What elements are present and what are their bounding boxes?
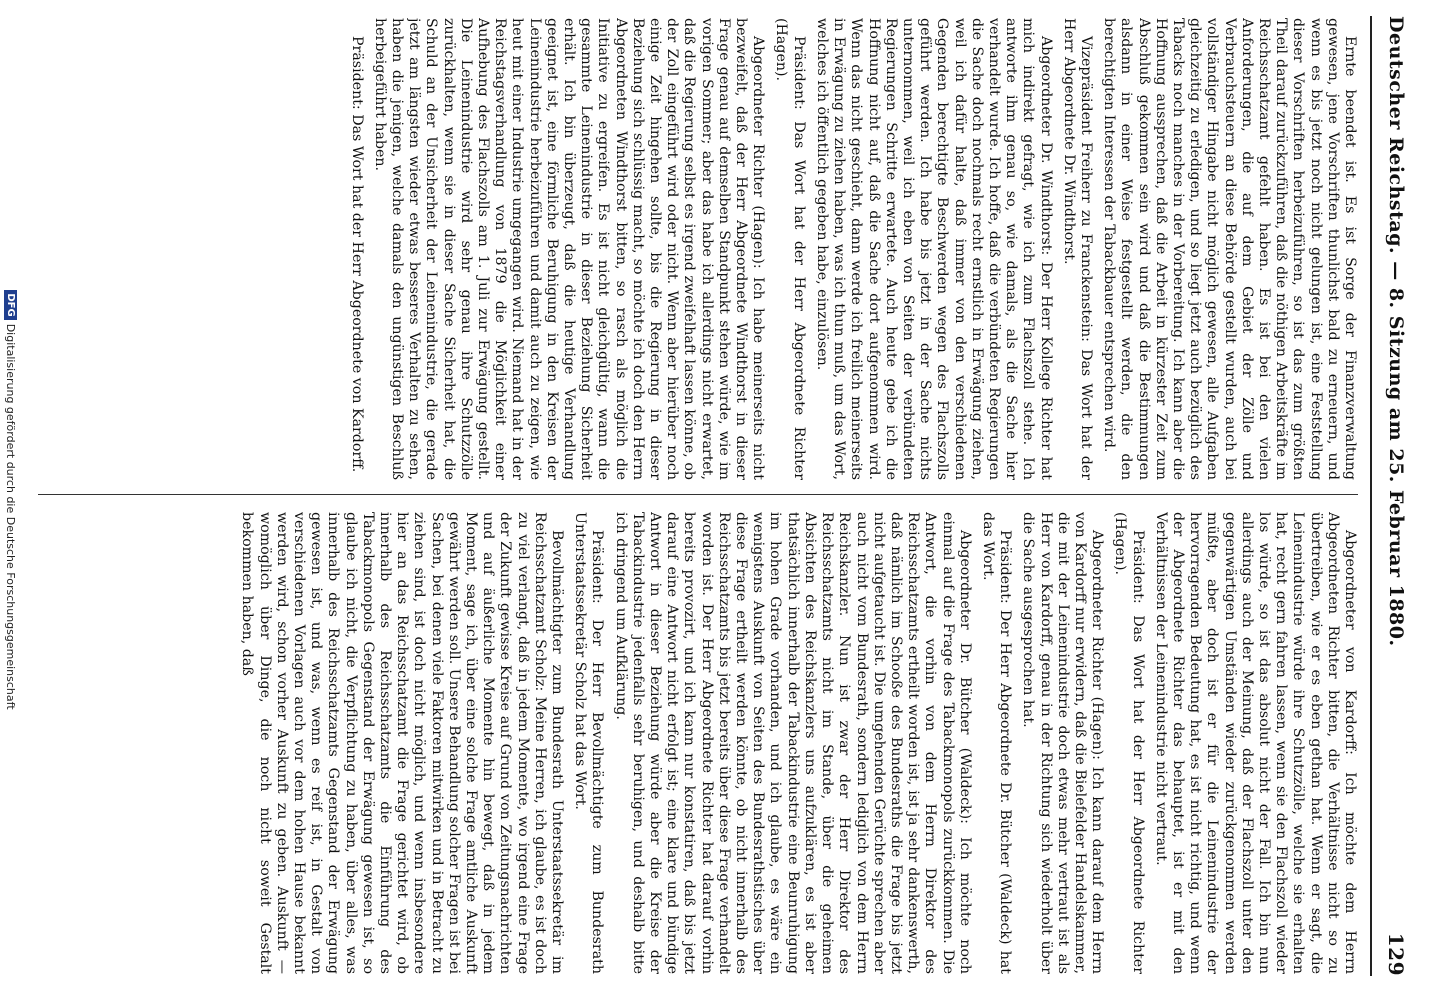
header-rule xyxy=(1370,16,1372,976)
page-number: 129 xyxy=(1384,932,1408,976)
running-head xyxy=(1378,16,1414,976)
paragraph: Präsident: Das Wort hat der Herr Abgeordnete von Kardorff. xyxy=(348,36,365,473)
paragraph: Präsident: Das Wort hat der Herr Abgeordnete Richter (Hagen). xyxy=(1112,512,1146,974)
right-column xyxy=(38,512,1358,974)
digitization-note-text: Digitalisierung gefördert durch die Deutsche Forschungsgemeinschaft xyxy=(4,323,18,710)
digitization-note xyxy=(4,0,18,1000)
paragraph: Ernte beendet ist. Es ist Sorge der Finanzverwaltung gewesen, jene Vorschriften thunlichst bald zu erneuern, und wenn es bis jetzt noch nicht gelungen ist, eine Feststellung dieser Vorschriften herbeizuführen, so ist das zum größten Theil darauf zurückzuführen, daß die nöthigen Arbeitskräfte im Reichsschatzamt gefehlt haben. Es ist bei den vielen Anforderungen, die auf dem Gebiet der Zölle und Verbrauchsteuern an diese Behörde gestellt wurden, auch bei vollständiger Hingabe nicht möglich gewesen, alle Aufgaben gleichzeitig zu erledigen, und so liegt jetzt auch bezüglich des Tabacks noch manches in der Vorbereitung. Ich kann aber die Hoffnung aussprechen, daß die Arbeit in kürzester Zeit zum Abschluß gekommen sein wird und daß die Bestimmungen alsdann in einer Weise festgestellt werden, die den berechtigten Interessen der Tabackbauer entsprechen wird. xyxy=(1101,18,1358,480)
left-column xyxy=(38,18,1358,480)
running-title: Deutscher Reichstag. — 8. Sitzung am 25. Februar 1880. xyxy=(1385,16,1407,647)
paragraph: Bevollmächtigter zum Bundesrath Unterstaatssekretär im Reichsschatzamt Scholz: Meine Herren, ich glaube, es ist doch zu viel verlangt, daß in jedem Momente, wo irgend eine Frage der Zukunft gewisse Kreise auf Grund von Zeitungsnachrichten und auf äußerliche Momente hin bewegt, daß in jedem Moment, sage ich, über eine solche Frage amtliche Auskunft gewährt werden soll. Unsere Behandlung solcher Fragen ist bei Sachen, bei denen viele Faktoren mitwirken und in Betracht zu ziehen sind, ist doch nicht möglich, und wenn insbesondere hier an das Reichsschatzamt die Frage gerichtet wird, ob innerhalb des Reichsschatzamts die Einführung des Tabackmonopols Gegenstand der Erwägung gewesen ist, so glaube ich nicht, die Verpflichtung zu haben, über alles, was innerhalb des Reichsschatzamts Gegenstand der Erwägung gewesen ist, und was, wenn es reif ist, in Gestalt von verschiedenen Vorlagen auch vor dem hohen Hause bekannt werden wird, schon vorher Auskunft zu geben. Auskunft — womöglich über Dinge, die noch nicht soweit Gestalt bekommen haben, daß xyxy=(239,512,566,974)
paragraph: Vizepräsident Freiherr zu Franckenstein: Das Wort hat der Herr Abgeordnete Dr. Windthorst. xyxy=(1060,18,1094,480)
paragraph: Präsident: Der Herr Bevollmächtigte zum Bundesrath Unterstaatssekretär Scholz hat das Wort. xyxy=(572,512,606,974)
paragraph: Abgeordneter Dr. Bütcher (Waldeck): Ich möchte noch einmal auf die Frage des Tabackmonopols zurückkommen. Die Antwort, die vorhin von dem Herrn Direktor des Reichsschatzamts ertheilt worden ist, ist ja sehr dankenswerth, daß nämlich im Schooße des Bundesraths die Frage bis jetzt nicht aufgetaucht ist. Die umgehenden Gerüchte sprechen aber auch nicht vom Bundesrath, sondern lediglich von dem Herrn Reichskanzler. Nun ist zwar der Herr Direktor des Reichsschatzamts nicht im Stande, über die geheimen Absichten des Reichskanzlers uns aufzuklären, es ist aber thatsächlich innerhalb der Tabackindustrie eine Beunruhigung im hohen Grade vorhanden, und ich glaube, es wäre ein wenigstens Auskunft von Seiten des Bundesrathstisches über diese Frage ertheilt werden könnte, ob nicht innerhalb des Reichsschatzamts bis jetzt bereits über diese Frage verhandelt worden ist. Der Herr Abgeordnete Richter hat darauf vorhin bereits provozirt, und ich kann nur konstatiren, daß bis jetzt darauf eine Antwort nicht erfolgt ist; eine klare und bündige Antwort in dieser Beziehung würde aber die Kreise der Tabackindustrie jedenfalls sehr beruhigen, und deshalb bitte ich dringend um Aufklärung. xyxy=(612,512,973,974)
paragraph: Präsident: Das Wort hat der Herr Abgeordnete Richter (Hagen). xyxy=(773,18,807,480)
paragraph: Abgeordneter von Kardorff: Ich möchte dem Herrn Abgeordneten Richter bitten, die Verhältnisse nicht so zu übertreiben, wie er es eben gethan hat. Wenn er sagt, die Leinenindustrie würde ihre Schutzzölle, welche sie erhalten hat, recht gern fahren lassen, wenn sie den Flachszoll wieder los würde, so ist das absolut nicht der Fall. Ich bin nun allerdings auch der Meinung, daß der Flachszoll unter den gegenwärtigen Umständen wieder zurückgenommen werden müßte, aber doch ist er für die Leinenindustrie der hervorragenden Bedeutung hat, es ist nicht richtig, und wenn der Abgeordnete Richter das behauptet, ist er mit den Verhältnissen der Leinenindustrie nicht vertraut. xyxy=(1152,512,1358,974)
dfg-logo: DFG xyxy=(4,290,17,319)
paragraph: Präsident: Der Herr Abgeordnete Dr. Bütcher (Waldeck) hat das Wort. xyxy=(979,512,1014,974)
column-divider xyxy=(38,494,1358,495)
paragraph: Abgeordneter Dr. Windthorst: Der Herr Kollege Richter hat mich indirekt gefragt, wie ich zum Flachszoll stehe. Ich antworte ihm genau so, wie damals, als die Sache hier verhandelt wurde. Ich hoffe, daß die verbündeten Regierungen die Sache doch nochmals recht ernstlich in Erwägung ziehen, weil ich dafür halte, daß immer von den verschiedenen Gegenden berechtigte Beschwerden wegen des Flachszolls geführt werden. Ich habe bis jetzt in der Sache nichts unternommen, weil ich eben von Seiten der verbündeten Regierungen Schritte erwartete. Auch heute gebe ich die Hoffnung nicht auf, daß die Sache dort aufgenommen wird. Wenn das nicht geschieht, dann werde ich freilich meinerseits in Erwägung zu ziehen haben, was ich thun muß, um das Wort, welches ich öffentlich gegeben habe, einzulösen. xyxy=(813,18,1054,480)
paragraph: Abgeordneter Richter (Hagen): Ich habe meinerseits nicht bezweifelt, daß der Herr Abgeordnete Windthorst in dieser Frage genau auf demselben Standpunkt stehen würde, wie im vorigen Sommer; aber das habe ich allerdings nicht erwartet, daß die Regierung selbst es irgend zweifelhaft lassen könne, ob der Zoll eingeführt wird oder nicht. Wenn aber hierüber noch einige Zeit hingehen sollte, bis die Regierung in dieser Beziehung sich schlüssig macht, so möchte ich doch den Herrn Abgeordneten Windthorst bitten, so rasch als möglich die Initiative zu ergreifen. Es ist nicht gleichgültig, wann die gesammte Leinenindustrie in dieser Beziehung Sicherheit erhält. Ich bin überzeugt, daß die heutige Verhandlung geeignet ist, eine förmliche Beruhigung in den Kreisen der Leinenindustrie herbeizuführen und damit auch zu zeigen, wie heut mit einer Industrie umgegangen wird. Niemand hat in der Reichstagsverhandlung von 1879 die Möglichkeit einer Aufhebung des Flachszolls am 1. Juli zur Erwägung gestellt. Die Leinenindustrie wird sehr genau ihre Schutzzölle zurückhalten, wenn sie in dieser Sache Sicherheit hat, die Schuld an der Unsicherheit der Leinenindustrie, die gerade jetzt am längsten wieder etwas besseres Verhalten zu sehen, haben die jenigen, welche damals den ungünstigen Beschluß herbeigeführt haben. xyxy=(371,18,767,480)
paragraph: Abgeordneter Richter (Hagen): Ich kann darauf dem Herrn von Kardorff nur erwidern, daß die Bielefelder Handelskammer, die mit der Leinenindustrie doch etwas mehr vertraut ist als Herr von Kardorff, genau in der Richtung sich wiederholt über die Sache ausgesprochen hat. xyxy=(1020,512,1106,974)
